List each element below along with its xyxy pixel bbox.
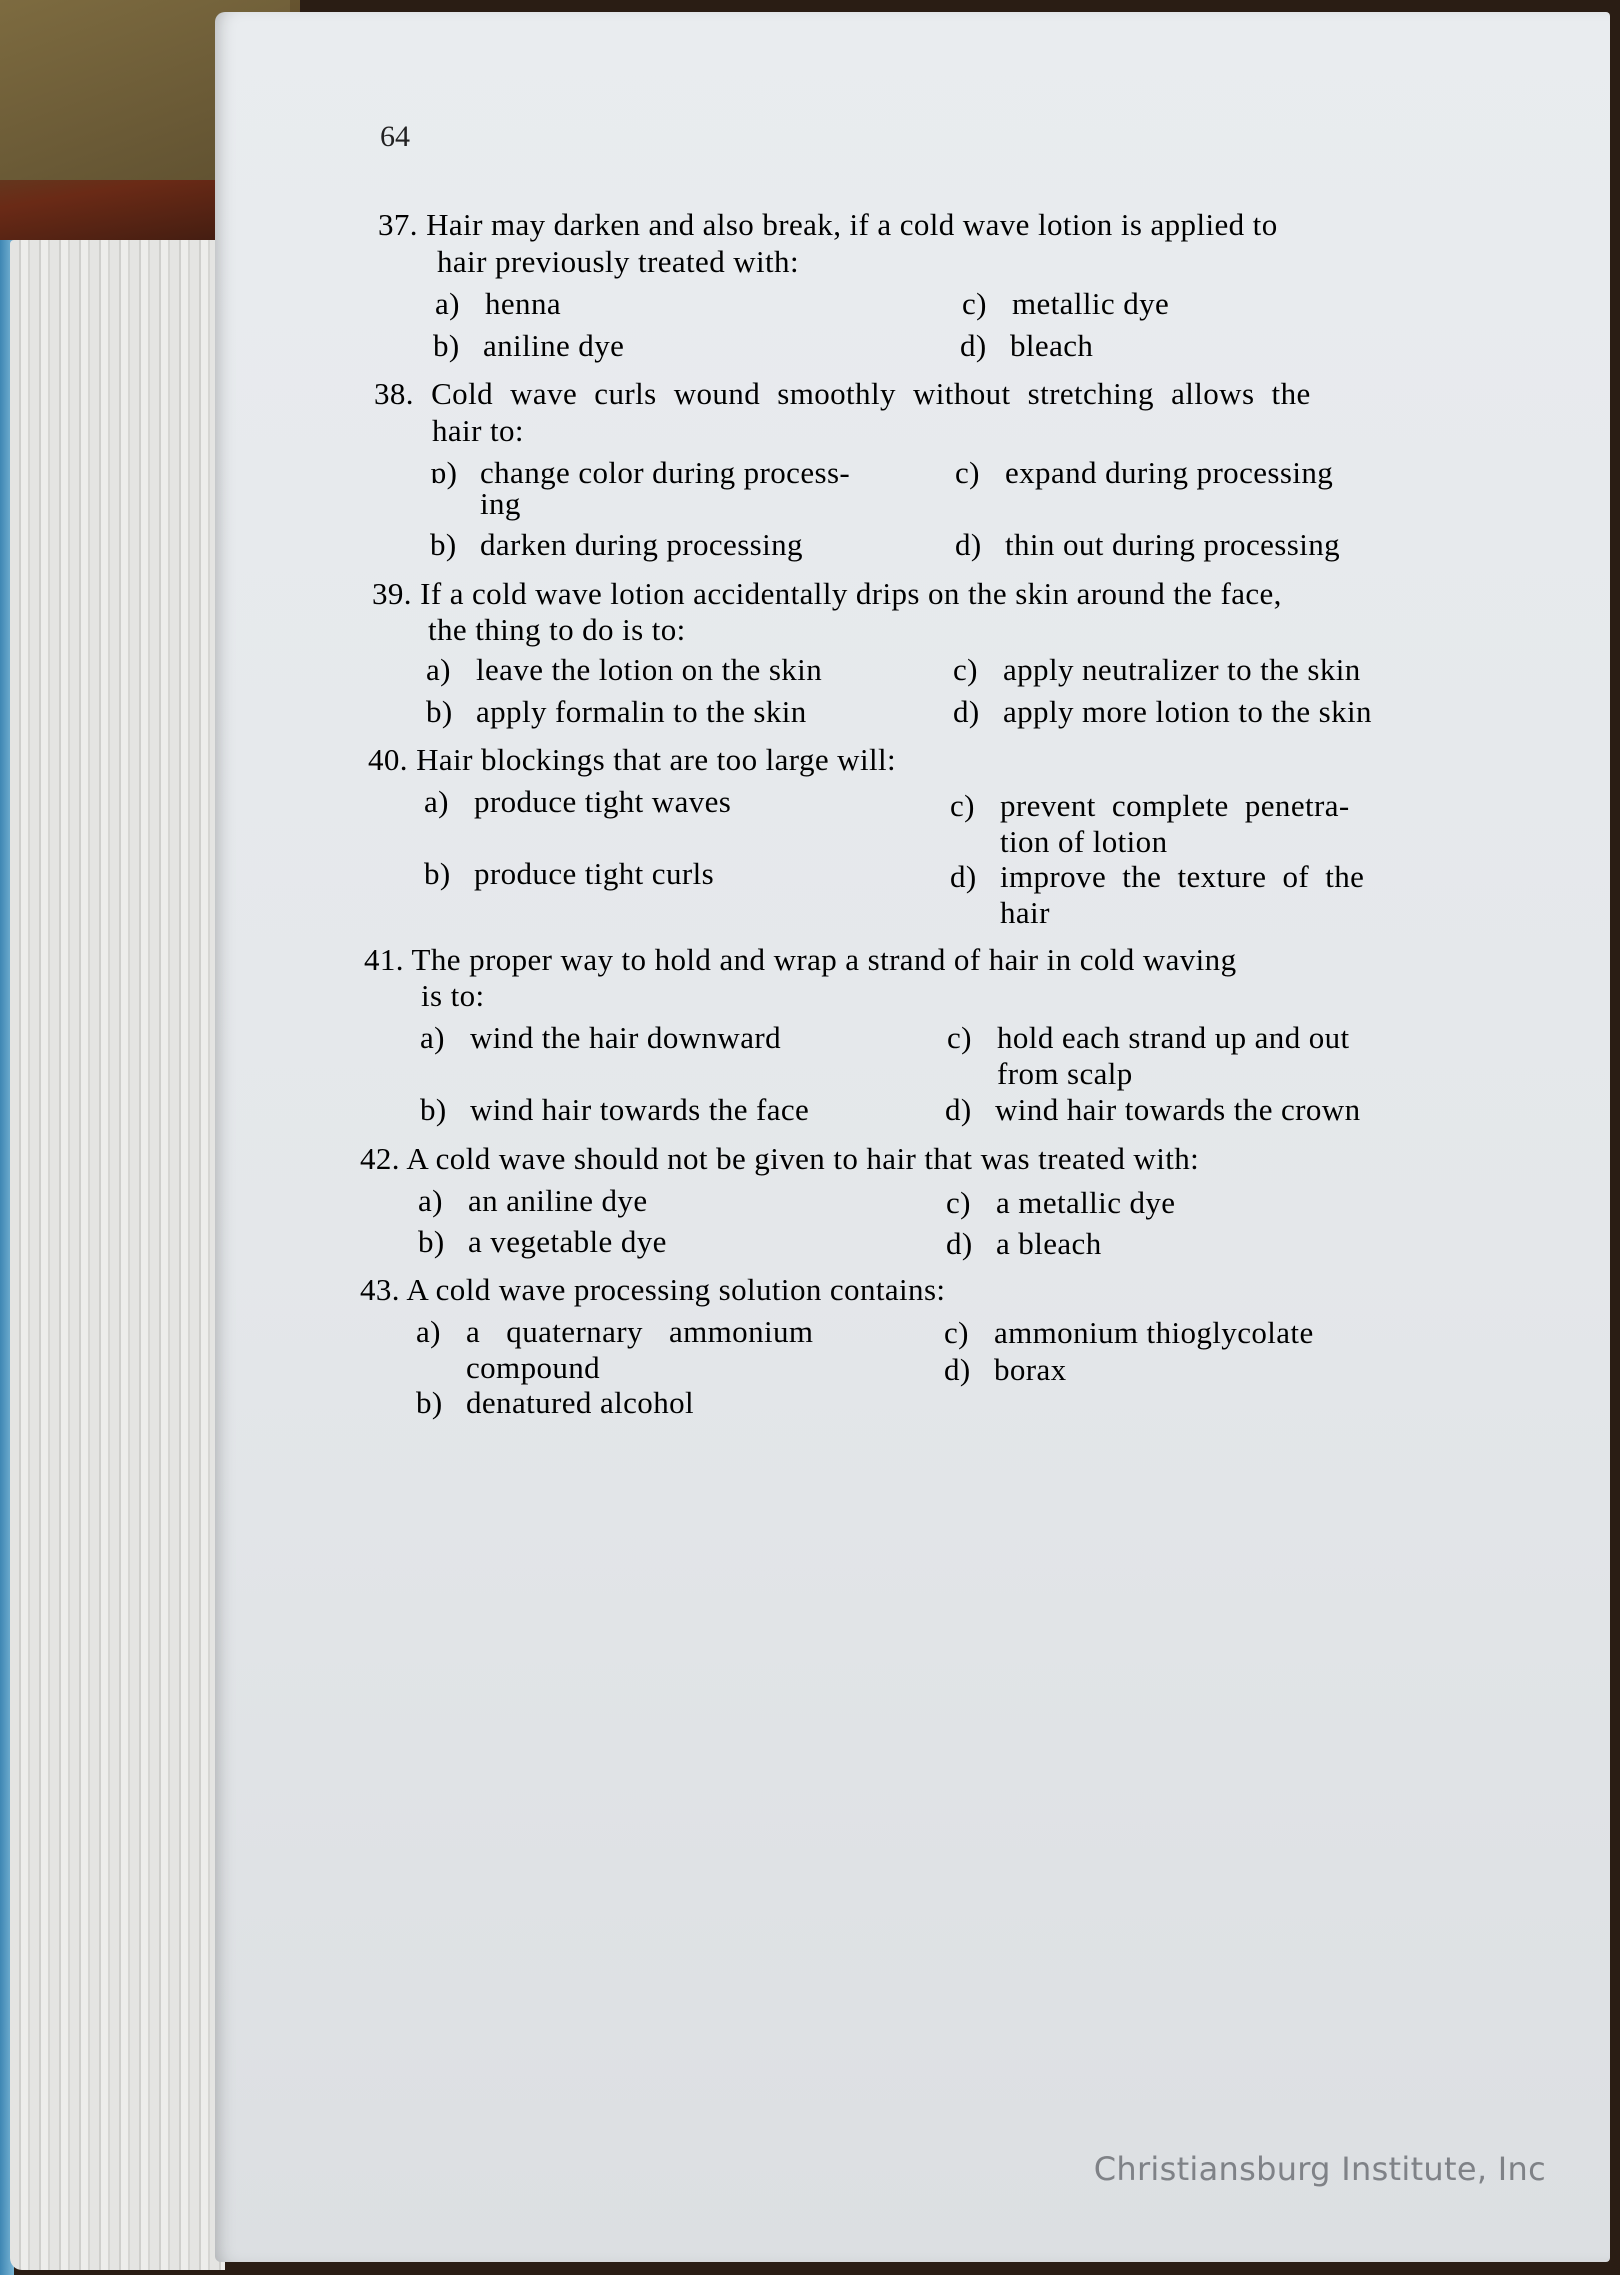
q39-option-a: a) leave the lotion on the skin <box>426 652 823 687</box>
q38-number: 38. <box>374 376 414 411</box>
q39-stem-line2: the thing to do is to: <box>428 612 686 647</box>
q43-option-b: b) denatured alcohol <box>416 1385 695 1420</box>
q43-number: 43. <box>360 1272 400 1307</box>
page-number: 64 <box>380 120 410 153</box>
q39-option-b: b) apply formalin to the skin <box>426 694 807 729</box>
q40-option-c: c) prevent complete penetra- tion of lotion <box>950 788 1350 859</box>
q42-option-d: d) a bleach <box>946 1226 1102 1261</box>
q41-option-d: d) wind hair towards the crown <box>945 1092 1361 1127</box>
q37-number: 37. <box>378 207 418 242</box>
q37-stem-line2: hair previously treated with: <box>437 244 799 279</box>
q40-option-a: a) produce tight waves <box>424 784 732 819</box>
q43-option-c: c) ammonium thioglycolate <box>944 1315 1314 1350</box>
q37-option-d: d) bleach <box>960 328 1094 363</box>
q38-option-b: b) darken during processing <box>430 527 803 562</box>
q39-option-c: c) apply neutralizer to the skin <box>953 652 1361 687</box>
q42-option-b: b) a vegetable dye <box>418 1224 667 1259</box>
q40-number: 40. <box>368 742 408 777</box>
q41-option-c: c) hold each strand up and out from scalp <box>947 1020 1350 1091</box>
q38-stem-line2: hair to: <box>432 413 524 448</box>
q37-stem-line1 <box>378 207 1458 243</box>
q37-option-a: a) henna <box>435 286 562 321</box>
q43-stem-line1 <box>360 1272 945 1308</box>
q41-stem-line1 <box>364 942 1236 978</box>
q37-option-b: b) aniline dye <box>433 328 625 363</box>
q42-stem-line1 <box>360 1141 1199 1177</box>
q39-stem-line1 <box>372 576 1282 612</box>
q43-option-a: a) a quaternary ammonium compound <box>416 1314 814 1385</box>
q38-option-c: c) expand during processing <box>955 455 1334 490</box>
q38-stem-text: Cold wave curls wound smoothly without stretching allows the <box>431 376 1311 411</box>
q40-option-b: b) produce tight curls <box>424 856 715 891</box>
watermark: Christiansburg Institute, Inc <box>1093 2150 1546 2188</box>
q41-stem-line2: is to: <box>421 978 485 1013</box>
q43-option-d: d) borax <box>944 1352 1067 1387</box>
q42-option-a: a) an aniline dye <box>418 1183 648 1218</box>
q38-stem-line1 <box>374 376 1311 412</box>
q40-stem-text: Hair blockings that are too large will: <box>416 742 897 777</box>
q39-number: 39. <box>372 576 412 611</box>
q38-option-a: ɒ) change color during process- ing <box>430 455 851 521</box>
q43-stem-text: A cold wave processing solution contains: <box>406 1272 946 1307</box>
q42-number: 42. <box>360 1141 400 1176</box>
q42-stem-text: A cold wave should not be given to hair that was treated with: <box>406 1141 1200 1176</box>
q40-option-d: d) improve the texture of the hair <box>950 859 1365 930</box>
q37-stem-text: Hair may darken and also break, if a cold wave lotion is applied to <box>426 207 1278 242</box>
q38-option-d: d) thin out during processing <box>955 527 1341 562</box>
q39-stem-text: If a cold wave lotion accidentally drips on the skin around the face, <box>420 576 1282 611</box>
q41-number: 41. <box>364 942 404 977</box>
q41-option-b: b) wind hair towards the face <box>420 1092 810 1127</box>
q42-option-c: c) a metallic dye <box>946 1185 1176 1220</box>
q40-stem-line1 <box>368 742 896 778</box>
q41-option-a: a) wind the hair downward <box>420 1020 781 1055</box>
q37-option-c: c) metallic dye <box>962 286 1170 321</box>
q41-stem-text: The proper way to hold and wrap a strand of hair in cold waving <box>411 942 1237 977</box>
q39-option-d: d) apply more lotion to the skin <box>953 694 1372 729</box>
